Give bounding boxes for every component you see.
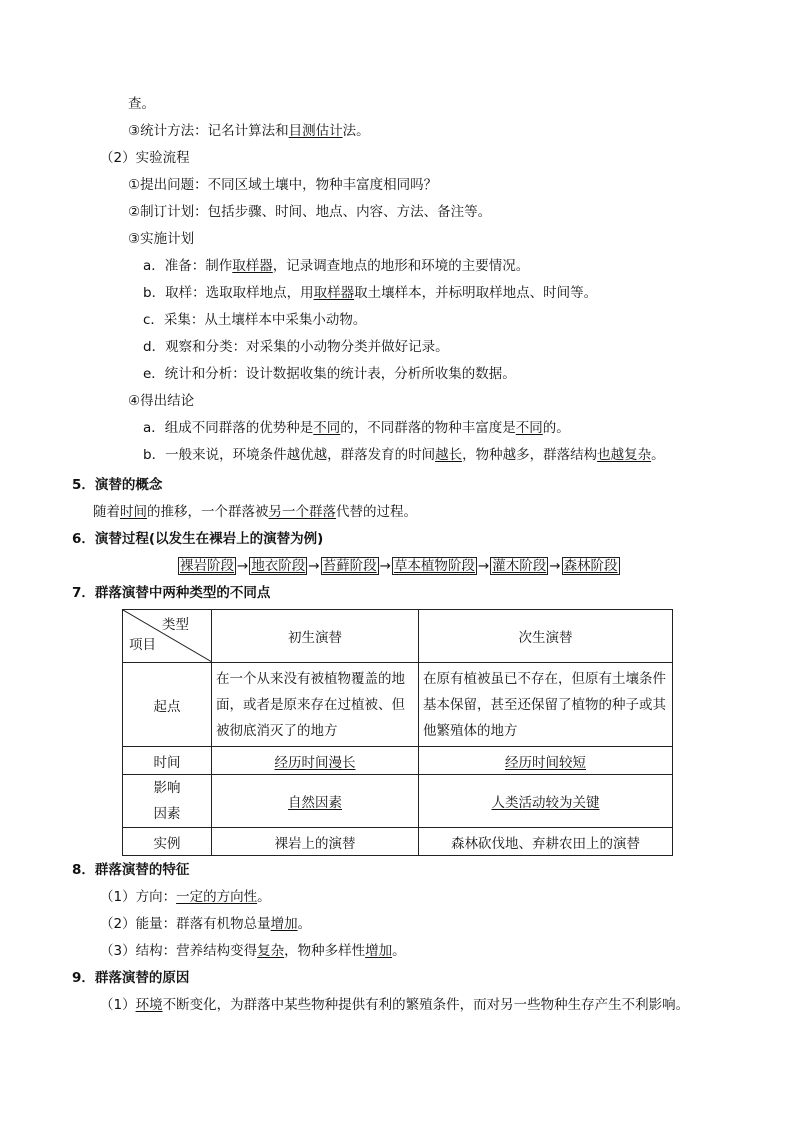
text-line: b．一般来说，环境条件越优越，群落发育的时间越长，物种越多，群落结构也越复杂。 <box>143 447 665 463</box>
answer-blank: 不同 <box>515 420 543 436</box>
table-row <box>123 828 673 856</box>
row-label: 影响因素 <box>123 775 212 828</box>
row-label: 起点 <box>123 663 212 747</box>
table-cell: 自然因素 <box>212 775 419 828</box>
table-cell: 裸岩上的演替 <box>212 828 419 856</box>
text-line: a．组成不同群落的优势种是不同的，不同群落的物种丰富度是不同的。 <box>143 420 570 436</box>
stage-box: 苔藓阶段 <box>322 558 377 574</box>
table-corner-cell <box>123 610 212 663</box>
corner-label-item: 项目 <box>129 637 156 653</box>
text-line: a．准备：制作取样器，记录调查地点的地形和环境的主要情况。 <box>143 258 530 274</box>
answer-blank: 不同 <box>313 420 341 436</box>
section-heading: 6．演替过程(以发生在裸岩上的演替为例) <box>72 531 324 547</box>
answer-blank: 增加 <box>270 916 298 932</box>
text-line: （2）能量：群落有机物总量增加。 <box>100 916 312 932</box>
table-cell: 森林砍伐地、弃耕农田上的演替 <box>419 828 673 856</box>
stage-box: 森林阶段 <box>563 558 618 574</box>
text-line: ①提出问题：不同区域土壤中，物种丰富度相同吗？ <box>128 177 438 193</box>
text-line: d．观察和分类：对采集的小动物分类并做好记录。 <box>143 339 449 355</box>
stage-box: 地衣阶段 <box>251 558 306 574</box>
arrow-icon: → <box>379 558 391 574</box>
table-cell: 在原有植被虽已不存在，但原有土壤条件基本保留，甚至还保留了植物的种子或其他繁殖体的地方 <box>419 663 673 747</box>
comparison-table <box>122 609 673 856</box>
corner-label-type: 类型 <box>162 617 189 633</box>
row-label: 时间 <box>123 747 212 775</box>
text-line: b．取样：选取取样地点，用取样器取土壤样本，并标明取样地点、时间等。 <box>143 285 598 301</box>
text-line: e．统计和分析：设计数据收集的统计表，分析所收集的数据。 <box>143 366 516 382</box>
stage-box: 裸岩阶段 <box>180 558 234 574</box>
table-header-row <box>123 610 673 663</box>
text-line: （1）环境不断变化，为群落中某些物种提供有利的繁殖条件，而对另一些物种生存产生不利影响。 <box>100 997 690 1013</box>
arrow-icon: → <box>477 558 490 574</box>
text-line: （3）结构：营养结构变得复杂，物种多样性增加。 <box>100 943 406 959</box>
answer-blank: 取样器 <box>232 258 273 274</box>
table-cell: 经历时间较短 <box>419 747 673 775</box>
text-line: （2）实验流程 <box>100 150 190 166</box>
text-line: 查。 <box>128 96 155 112</box>
table-cell: 经历时间漫长 <box>212 747 419 775</box>
arrow-icon: → <box>237 558 249 574</box>
answer-blank: 另一个群落 <box>268 504 336 520</box>
answer-blank: 目测估计 <box>288 123 343 139</box>
text-line: （1）方向：一定的方向性。 <box>100 889 271 905</box>
column-header: 次生演替 <box>419 610 673 663</box>
arrow-icon: → <box>549 558 561 574</box>
answer-blank: 一定的方向性 <box>176 889 258 905</box>
table-row <box>123 663 673 747</box>
column-header: 初生演替 <box>212 610 419 663</box>
stage-box: 草本植物阶段 <box>393 558 475 574</box>
answer-blank: 取样器 <box>313 285 355 301</box>
row-label: 实例 <box>123 828 212 856</box>
succession-chain <box>178 557 620 575</box>
answer-blank: 时间 <box>120 504 147 520</box>
table-row <box>123 775 673 828</box>
answer-blank: 复杂 <box>257 943 285 959</box>
text-line: ④得出结论 <box>128 393 195 409</box>
text-line: ③统计方法：记名计算法和目测估计法。 <box>128 123 370 139</box>
section-heading: 5．演替的概念 <box>72 477 163 493</box>
stage-box: 灌木阶段 <box>492 558 547 574</box>
table-cell: 在一个从来没有被植物覆盖的地面，或者是原来存在过植被、但被彻底消灭了的地方 <box>212 663 419 747</box>
table-cell: 人类活动较为关键 <box>419 775 673 828</box>
answer-blank: 增加 <box>365 943 393 959</box>
text-line: 随着时间的推移，一个群落被另一个群落代替的过程。 <box>93 504 417 520</box>
answer-blank: 也越复杂 <box>597 447 652 463</box>
section-heading: 7．群落演替中两种类型的不同点 <box>72 585 271 601</box>
table-row <box>123 747 673 775</box>
text-line: ②制订计划：包括步骤、时间、地点、内容、方法、备注等。 <box>128 204 492 220</box>
answer-blank: 越长 <box>435 447 463 463</box>
section-heading: 9．群落演替的原因 <box>72 970 190 986</box>
text-line: ③实施计划 <box>128 231 195 247</box>
arrow-icon: → <box>308 558 320 574</box>
answer-blank: 环境 <box>135 997 163 1013</box>
section-heading: 8．群落演替的特征 <box>72 862 190 878</box>
text-line: c．采集：从土壤样本中采集小动物。 <box>143 312 367 328</box>
